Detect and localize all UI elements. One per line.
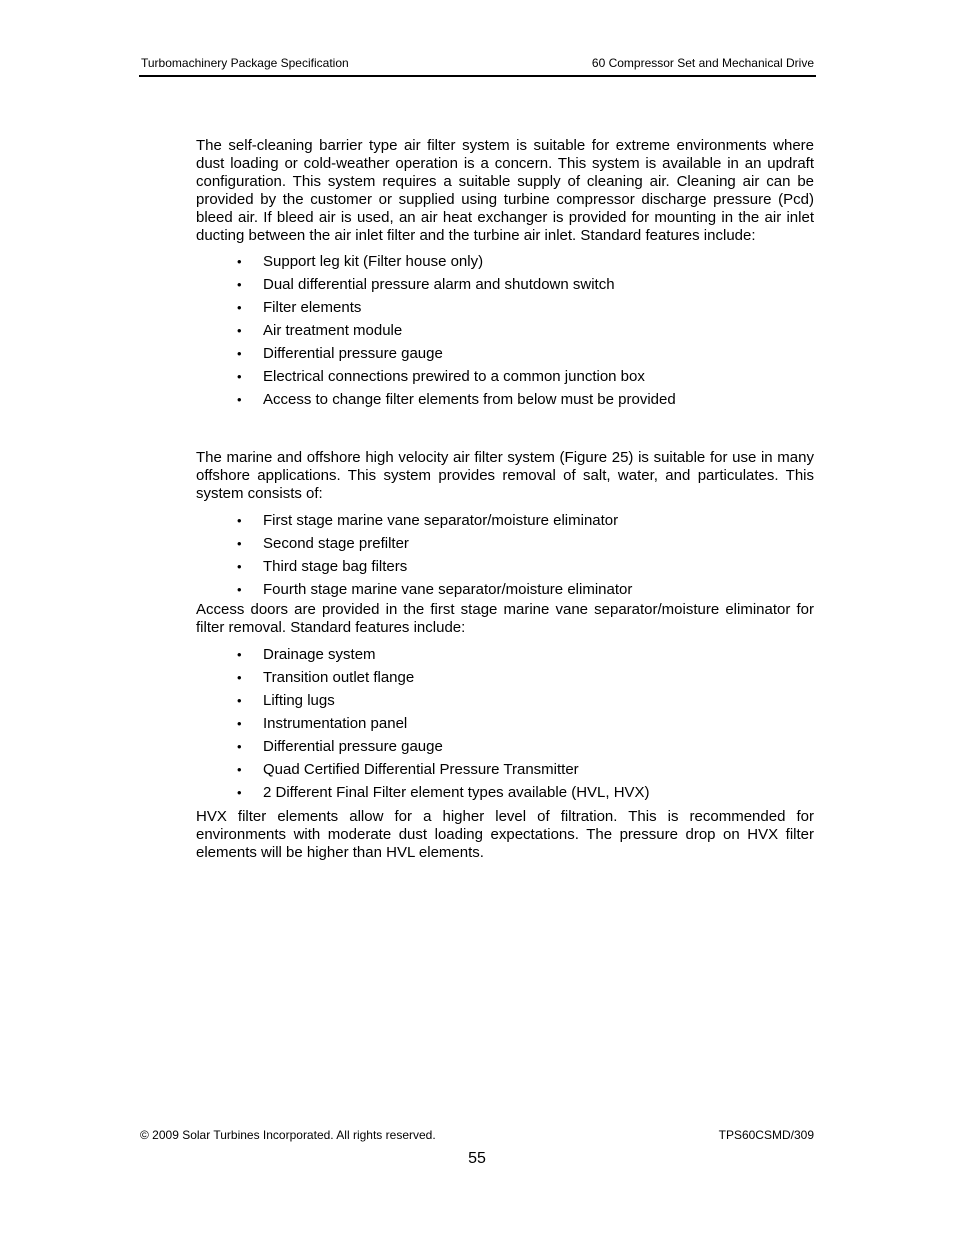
bullet-icon: • <box>237 761 242 777</box>
list-item-text: Second stage prefilter <box>263 535 409 553</box>
list-item <box>196 319 814 342</box>
list-item <box>196 342 814 365</box>
page-content <box>196 137 814 862</box>
list-item-text: Transition outlet flange <box>263 668 415 686</box>
page-header <box>139 55 816 77</box>
bullet-icon: • <box>237 277 242 293</box>
bullet-icon: • <box>237 784 242 800</box>
bullet-icon: • <box>237 582 242 598</box>
list-item <box>196 296 814 319</box>
list-item-text: Quad Certified Differential Pressure Transmitter <box>263 760 579 778</box>
list-item-text: First stage marine vane separator/moisture eliminator <box>263 512 619 530</box>
list-item <box>196 250 814 273</box>
list-item <box>196 273 814 296</box>
footer-document-code: TPS60CSMD/309 <box>718 1128 814 1142</box>
list-item-text: Third stage bag filters <box>263 558 408 576</box>
bullet-icon: • <box>237 715 242 731</box>
list-item <box>196 509 814 532</box>
barrier-filter-paragraph: The self-cleaning barrier type air filter system is suitable for extreme environments where dust loading or cold-weather operation is a concern. This system is available in an updraft configuration. This system requires a suitable supply of cleaning air. Cleaning air can be provided by the customer or supplied using turbine compressor discharge pressure (Pcd) bleed air. If bleed air is used, an air heat exchanger is provided for mounting in the air inlet ducting between the air inlet filter and the turbine air inlet. Standard features include: <box>196 137 814 244</box>
bullet-icon: • <box>237 254 242 270</box>
page-number: 55 <box>468 1150 486 1167</box>
header-section-title: 60 Compressor Set and Mechanical Drive <box>591 56 814 70</box>
list-item <box>196 735 814 758</box>
bullet-icon: • <box>237 346 242 362</box>
list-item-text: Fourth stage marine vane separator/moisture eliminator <box>263 581 633 599</box>
list-item <box>196 643 814 666</box>
list-item-text: 2 Different Final Filter element types available (HVL, HVX) <box>263 783 650 801</box>
bullet-icon: • <box>237 369 242 385</box>
access-doors-paragraph: Access doors are provided in the first stage marine vane separator/moisture eliminator for filter removal. Standard features include: <box>196 601 814 637</box>
list-item-text: Differential pressure gauge <box>263 737 443 755</box>
list-item-text: Dual differential pressure alarm and shutdown switch <box>263 276 615 294</box>
list-item-text: Access to change filter elements from below must be provided <box>263 391 676 409</box>
bullet-icon: • <box>237 692 242 708</box>
bullet-icon: • <box>237 513 242 529</box>
bullet-icon: • <box>237 646 242 662</box>
list-item-text: Differential pressure gauge <box>263 345 443 363</box>
hvx-filter-paragraph: HVX filter elements allow for a higher level of filtration. This is recommended for environments with moderate dust loading expectations. The pressure drop on HVX filter elements will be higher than HVL elements. <box>196 807 814 861</box>
list-item-text: Drainage system <box>263 645 376 663</box>
bullet-icon: • <box>237 738 242 754</box>
marine-filter-stages-list <box>196 509 814 601</box>
list-item <box>196 388 814 411</box>
bullet-icon: • <box>237 392 242 408</box>
header-document-title: Turbomachinery Package Specification <box>141 56 349 70</box>
list-item-text: Air treatment module <box>263 322 403 340</box>
list-item <box>196 758 814 781</box>
list-item-text: Electrical connections prewired to a common junction box <box>263 368 645 386</box>
bullet-icon: • <box>237 559 242 575</box>
marine-filter-paragraph: The marine and offshore high velocity air filter system (Figure 25) is suitable for use in many offshore applications. This system provides removal of salt, water, and particulates. This system consists of: <box>196 449 814 503</box>
list-item <box>196 578 814 601</box>
list-item-text: Support leg kit (Filter house only) <box>263 253 484 271</box>
list-item <box>196 689 814 712</box>
footer-copyright: © 2009 Solar Turbines Incorporated. All rights reserved. <box>140 1128 436 1142</box>
bullet-icon: • <box>237 536 242 552</box>
list-item-text: Instrumentation panel <box>263 714 408 732</box>
list-item-text: Lifting lugs <box>263 691 335 709</box>
list-item <box>196 555 814 578</box>
list-item <box>196 781 814 804</box>
barrier-filter-features-list <box>196 250 814 411</box>
bullet-icon: • <box>237 669 242 685</box>
list-item-text: Filter elements <box>263 299 362 317</box>
bullet-icon: • <box>237 300 242 316</box>
list-item <box>196 712 814 735</box>
list-item <box>196 666 814 689</box>
list-item <box>196 532 814 555</box>
bullet-icon: • <box>237 323 242 339</box>
list-item <box>196 365 814 388</box>
marine-filter-features-list <box>196 643 814 804</box>
